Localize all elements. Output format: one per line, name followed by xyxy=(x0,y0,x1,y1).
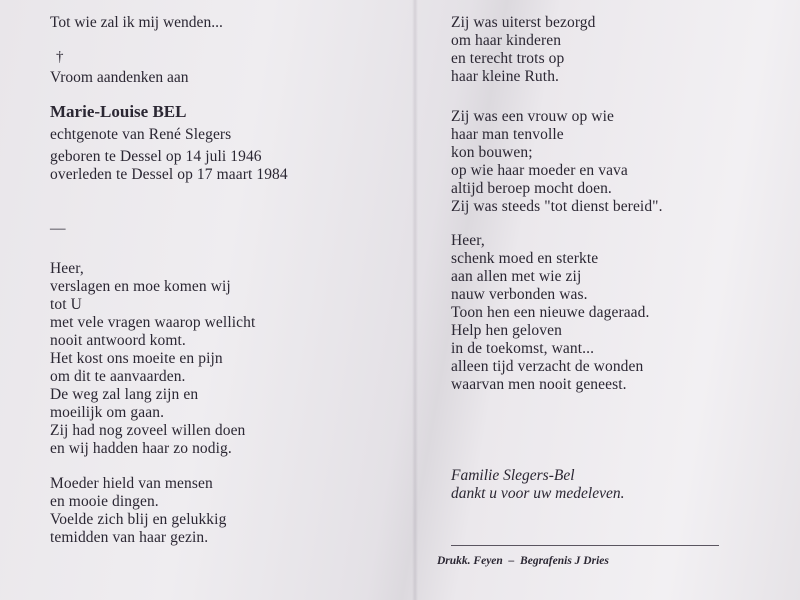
spouse-line: echtgenote van René Slegers xyxy=(50,126,232,143)
prayer-block-1 xyxy=(50,260,400,458)
stanza-line: om haar kinderen xyxy=(451,32,562,49)
prayer-line: tot U xyxy=(50,296,82,313)
stanza-line: altijd beroep mocht doen. xyxy=(451,180,612,197)
prayer-line: en mooie dingen. xyxy=(50,493,159,510)
intro-line: Tot wie zal ik mij wenden... xyxy=(50,14,223,31)
prayer-line: om dit te aanvaarden. xyxy=(50,368,186,385)
stanza-line: Heer, xyxy=(451,232,485,249)
left-panel xyxy=(50,14,400,547)
right-panel xyxy=(437,14,781,568)
printer-credit: Drukk. Feyen – Begrafenis J Dries xyxy=(437,555,609,567)
divider-rule xyxy=(451,545,719,546)
stanza-line: Zij was uiterst bezorgd xyxy=(451,14,596,31)
birth-line: geboren te Dessel op 14 juli 1946 xyxy=(50,148,262,165)
stanza-line: alleen tijd verzacht de wonden xyxy=(451,358,644,375)
card-fold xyxy=(412,0,418,600)
stanza-line: en terecht trots op xyxy=(451,50,565,67)
prayer-line: moeilijk om gaan. xyxy=(50,404,165,421)
prayer-line: De weg zal lang zijn en xyxy=(50,386,199,403)
stanza-line: waarvan men nooit geneest. xyxy=(451,376,627,393)
stanza-line: Zij was een vrouw op wie xyxy=(451,108,614,125)
stanza-line: haar man tenvolle xyxy=(451,126,564,143)
stanza-line: aan allen met wie zij xyxy=(451,268,582,285)
prayer-line: nooit antwoord komt. xyxy=(50,332,186,349)
in-memory-line: Vroom aandenken aan xyxy=(50,69,189,86)
prayer-line: met vele vragen waarop wellicht xyxy=(50,314,256,331)
stanza-3 xyxy=(451,232,781,394)
stanza-1 xyxy=(451,14,781,86)
stanza-line: Help hen geloven xyxy=(451,322,562,339)
prayer-line: verslagen en moe komen wij xyxy=(50,278,231,295)
stanza-line: in de toekomst, want... xyxy=(451,340,595,357)
prayer-line: Voelde zich blij en gelukkig xyxy=(50,511,227,528)
prayer-line: Zij had nog zoveel willen doen xyxy=(50,422,246,439)
prayer-line: temidden van haar gezin. xyxy=(50,529,209,546)
deceased-name: Marie-Louise BEL xyxy=(50,102,187,121)
prayer-line: Heer, xyxy=(50,260,84,277)
cross-icon: † xyxy=(56,49,64,65)
family-name: Familie Slegers-Bel xyxy=(451,467,575,484)
stanza-line: haar kleine Ruth. xyxy=(451,68,560,85)
thanks-line: dankt u voor uw medeleven. xyxy=(451,485,625,502)
stanza-line: op wie haar moeder en vava xyxy=(451,162,628,179)
prayer-line: en wij hadden haar zo nodig. xyxy=(50,440,232,457)
death-line: overleden te Dessel op 17 maart 1984 xyxy=(50,166,288,183)
separator-dash: — xyxy=(50,220,66,237)
stanza-line: nauw verbonden was. xyxy=(451,286,588,303)
stanza-line: Toon hen een nieuwe dageraad. xyxy=(451,304,650,321)
prayer-block-2 xyxy=(50,475,400,547)
prayer-line: Het kost ons moeite en pijn xyxy=(50,350,223,367)
prayer-line: Moeder hield van mensen xyxy=(50,475,213,492)
stanza-line: kon bouwen; xyxy=(451,144,533,161)
stanza-line: Zij was steeds "tot dienst bereid". xyxy=(451,198,663,215)
stanza-2 xyxy=(451,108,781,216)
stanza-line: schenk moed en sterkte xyxy=(451,250,599,267)
family-thanks xyxy=(451,467,781,503)
